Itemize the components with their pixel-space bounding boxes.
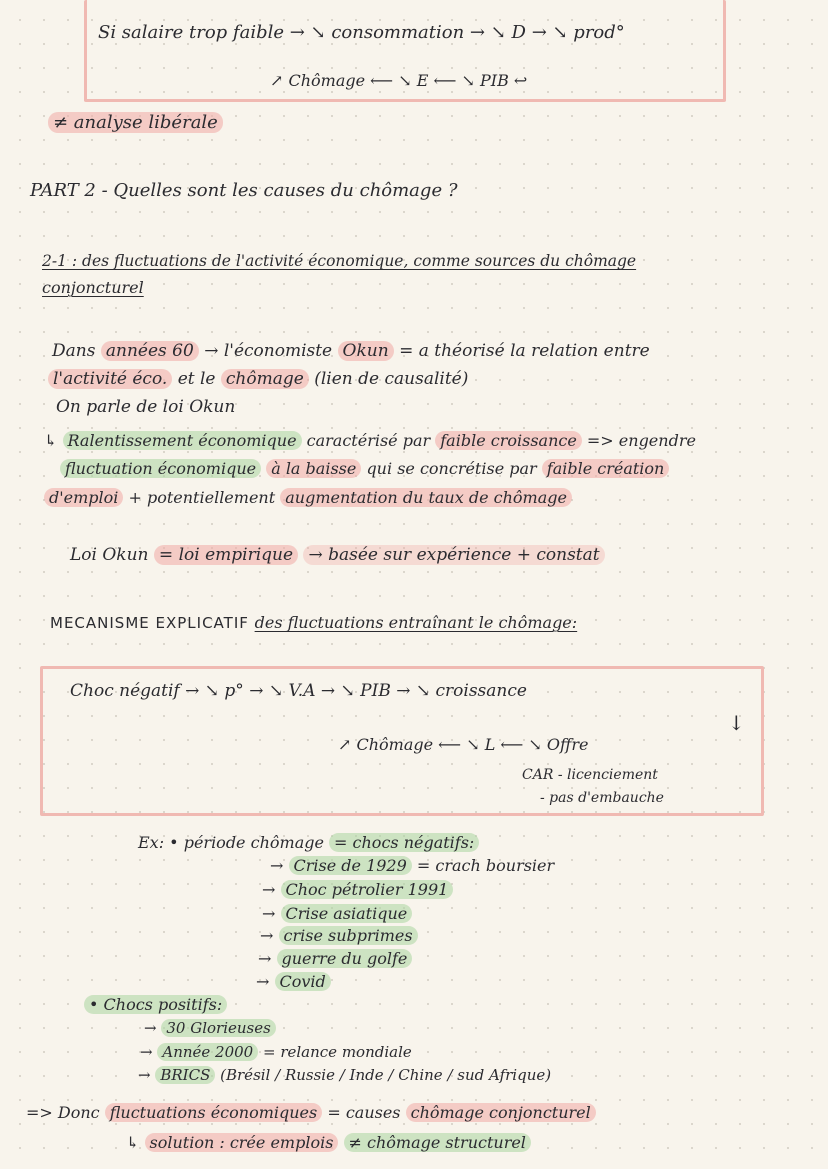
- okun-l6-a: d'emploi: [44, 488, 123, 507]
- okun-l2-c: chômage: [221, 369, 309, 389]
- part2-title: PART 2 - Quelles sont les causes du chômage ?: [30, 180, 458, 201]
- conclusion-line1: [26, 1102, 596, 1124]
- conclusion-b: fluctuations économiques: [105, 1103, 323, 1122]
- liberal-note: [48, 112, 223, 134]
- box2-arrow: ↓: [728, 711, 745, 735]
- section-2-1-line1: 2-1 : des fluctuations de l'activité économique, comme sources du chômage: [42, 252, 637, 270]
- pos-item-1: [144, 1017, 276, 1039]
- okun-l5-d: faible création: [542, 459, 670, 478]
- neg-item-5: [258, 948, 412, 970]
- top-box-line2: ↗ Chômage ⟵ ↘ E ⟵ ↘ PIB ↩: [270, 71, 528, 90]
- pos-item-label: BRICS: [155, 1066, 215, 1084]
- okun-l6-c: augmentation du taux de chômage: [280, 488, 572, 507]
- arrow-icon: →: [140, 1043, 153, 1061]
- okun-line5: [60, 458, 669, 480]
- box2-embauche: - pas d'embauche: [540, 790, 664, 806]
- okun-l1-a: Dans: [52, 341, 96, 361]
- neg-item-4: [260, 925, 418, 947]
- ex-a: Ex: • période: [138, 833, 246, 852]
- okun-l4-d: faible croissance: [435, 431, 582, 450]
- loi-okun-c: → basée sur expérience + constat: [303, 545, 604, 565]
- okun-l4-e: => engendre: [586, 431, 696, 450]
- loi-okun-b: = loi empirique: [154, 545, 298, 565]
- okun-l1-d: Okun: [338, 341, 394, 361]
- section-2-1-line2: conjoncturel: [42, 278, 144, 297]
- liberal-highlight: ≠ analyse libérale: [48, 112, 223, 133]
- arrow-icon: →: [260, 926, 274, 945]
- okun-l6-b: + potentiellement: [128, 488, 276, 507]
- mecanisme-title-a: MECANISME EXPLICATIF: [50, 614, 249, 632]
- okun-l5-b: à la baisse: [266, 459, 361, 478]
- okun-l4-c: caractérisé par: [306, 431, 431, 450]
- loi-okun-a: Loi Okun: [70, 545, 149, 565]
- conclusion-d: chômage conjoncturel: [406, 1103, 596, 1122]
- loi-okun-line: [70, 544, 605, 566]
- neg-item-1: [270, 855, 554, 877]
- conclusion-f: solution : crée emplois: [145, 1133, 339, 1152]
- neg-item-2: [262, 879, 453, 901]
- neg-item-label: guerre du golfe: [277, 949, 413, 968]
- ex-c: = chocs négatifs:: [329, 833, 479, 852]
- mecanisme-title: [50, 612, 577, 634]
- positifs-label: • Chocs positifs:: [84, 995, 227, 1014]
- okun-line1: [52, 340, 650, 362]
- ex-b: chômage: [250, 833, 324, 852]
- neg-item-extra: = crach boursier: [416, 856, 555, 875]
- arrow-icon: →: [256, 972, 270, 991]
- okun-l4-a: ↳: [44, 431, 58, 450]
- okun-l1-b: années 60: [101, 341, 199, 361]
- arrow-icon: →: [144, 1019, 157, 1037]
- positifs-header: [84, 994, 227, 1016]
- okun-l1-c: → l'économiste: [204, 341, 333, 361]
- okun-line2: [48, 368, 468, 390]
- pos-item-extra: (Brésil / Russie / Inde / Chine / sud Afrique): [220, 1066, 552, 1084]
- okun-l5-a: fluctuation économique: [60, 459, 261, 478]
- arrow-icon: →: [262, 880, 276, 899]
- okun-line4: [44, 430, 696, 452]
- okun-l5-c: qui se concrétise par: [366, 459, 537, 478]
- conclusion-line2: [126, 1132, 531, 1154]
- pos-item-label: Année 2000: [157, 1043, 258, 1061]
- pos-item-extra: = relance mondiale: [263, 1043, 412, 1061]
- top-box-line1: Si salaire trop faible → ↘ consommation → ↘ D → ↘ prod°: [98, 22, 625, 43]
- pos-item-3: [138, 1064, 551, 1086]
- conclusion-a: => Donc: [26, 1103, 100, 1122]
- pos-item-label: 30 Glorieuses: [161, 1019, 275, 1037]
- arrow-icon: →: [138, 1066, 151, 1084]
- pos-item-2: [140, 1041, 412, 1063]
- neg-item-6: [256, 971, 331, 993]
- conclusion-c: = causes: [327, 1103, 401, 1122]
- okun-l2-a: l'activité éco.: [48, 369, 172, 389]
- okun-line3: On parle de loi Okun: [56, 397, 236, 417]
- arrow-icon: →: [258, 949, 272, 968]
- neg-item-label: Choc pétrolier 1991: [281, 880, 454, 899]
- okun-line6: [44, 487, 572, 509]
- arrow-icon: →: [270, 856, 284, 875]
- conclusion-e: ↳: [126, 1133, 140, 1152]
- neg-item-3: [262, 903, 412, 925]
- box2-line1: Choc négatif → ↘ p° → ↘ V.A → ↘ PIB → ↘ croissance: [70, 681, 527, 701]
- okun-l2-b: et le: [177, 369, 216, 389]
- box2-car: CAR - licenciement: [522, 767, 658, 783]
- box2-line2: ↗ Chômage ⟵ ↘ L ⟵ ↘ Offre: [338, 735, 589, 754]
- okun-l4-b: Ralentissement économique: [63, 431, 302, 450]
- neg-item-label: crise subprimes: [279, 926, 418, 945]
- arrow-icon: →: [262, 904, 276, 923]
- examples-header: [138, 832, 479, 854]
- neg-item-label: Crise de 1929: [289, 856, 412, 875]
- neg-item-label: Crise asiatique: [281, 904, 413, 923]
- neg-item-label: Covid: [275, 972, 331, 991]
- conclusion-g: ≠ chômage structurel: [344, 1133, 531, 1152]
- mecanisme-title-b: des fluctuations entraînant le chômage:: [254, 613, 578, 632]
- okun-l2-d: (lien de causalité): [314, 369, 469, 389]
- okun-l1-e: = a théorisé la relation entre: [399, 341, 650, 361]
